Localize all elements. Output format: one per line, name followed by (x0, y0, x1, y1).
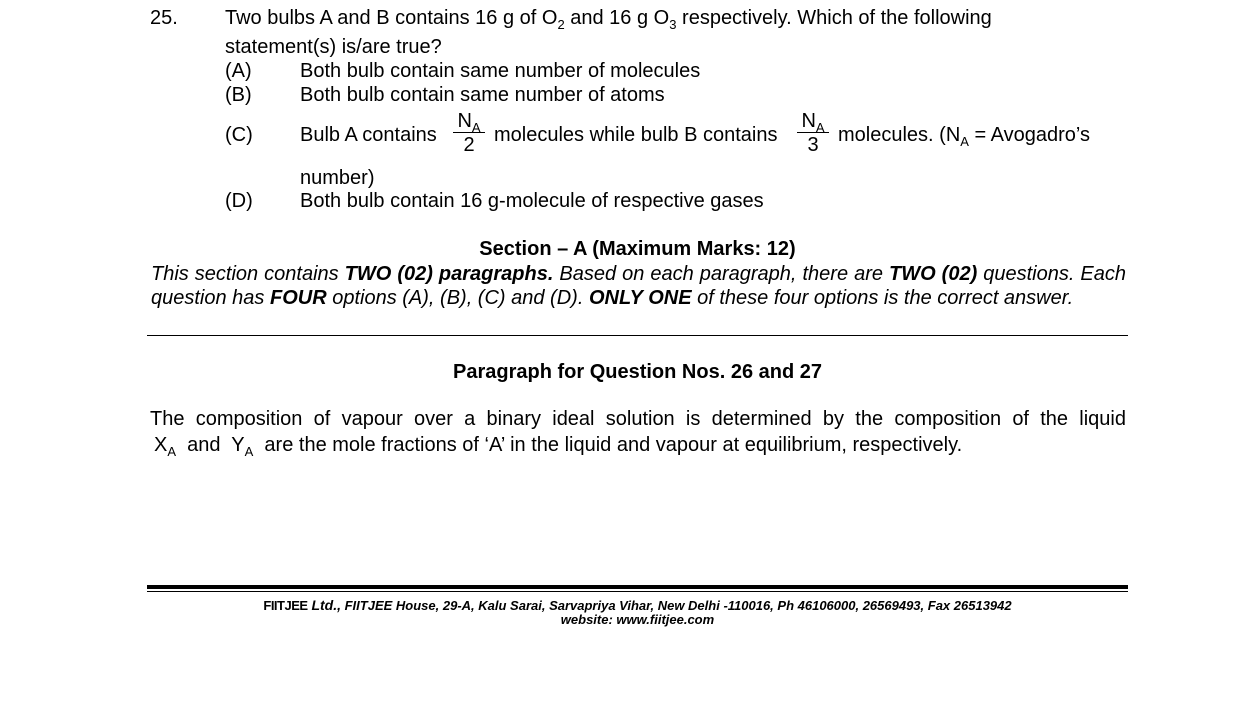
mole-fraction-x: $X_A$ (154, 434, 177, 459)
paragraph-line2 (154, 434, 962, 457)
option-c-text-line2: number) (300, 167, 375, 189)
section-divider (147, 335, 1128, 336)
avogadro-subscript: A (960, 134, 969, 149)
question-number: 25. (150, 7, 178, 29)
fraction-na-over-2 (453, 111, 485, 155)
section-title: Section – A (Maximum Marks: 12) (479, 238, 796, 260)
gas2-subscript: 3 (669, 17, 677, 32)
mole-fraction-y: $Y_A$ (231, 434, 254, 459)
footer-rule-thick (147, 585, 1128, 589)
paragraph-heading: Paragraph for Question Nos. 26 and 27 (453, 361, 822, 383)
gas1-symbol: O (541, 7, 558, 29)
avogadro-text: = Avogadro’s (974, 124, 1090, 146)
option-c-label: (C) (225, 124, 253, 146)
option-a-label: (A) (225, 60, 252, 82)
fraction-na-over-3 (797, 111, 829, 155)
gas1-formula (541, 7, 565, 32)
paragraph-line1: The composition of vapour over a binary ideal solution is determined by the composition of the liquid (150, 408, 1126, 430)
stem-text-2: respectively. Which of the following (682, 7, 992, 29)
footer-address: FIITJEE Ltd., FIITJEE House, 29-A, Kalu Sarai, Sarvapriya Vihar, New Delhi -110016, Ph 46106000, 26569493, Fax 26513942 (263, 597, 1012, 613)
paragraph-line2-text: are the mole fractions of ‘A’ in the liquid and vapour at equilibrium, respectively. (264, 434, 963, 456)
option-c-text-b: molecules while bulb B contains (494, 124, 778, 146)
option-b-text: Both bulb contain same number of atoms (300, 84, 665, 106)
fraction2-numerator: $N_A$ (801, 110, 825, 135)
gas2-symbol: O (653, 7, 670, 29)
question-stem-line1 (225, 7, 992, 30)
question-stem-line2: statement(s) is/are true? (225, 36, 442, 58)
and-word: and (187, 434, 221, 456)
option-a-text: Both bulb contain same number of molecules (300, 60, 701, 82)
option-c-text-a: Bulb A contains (300, 124, 437, 146)
stem-text-1: Two bulbs A and B contains 16 g of (225, 7, 537, 29)
fraction2-denominator: 3 (807, 134, 819, 156)
option-d-label: (D) (225, 190, 253, 212)
option-c-text-c (838, 124, 1090, 147)
section-instructions: This section contains TWO (02) paragraphs. Based on each paragraph, there are TWO (02) questions. Each question has FOUR options (A), (B), (C) and (D). ONLY ONE of these four options is the correct answer. (151, 263, 1127, 309)
option-d-text: Both bulb contain 16 g-molecule of respective gases (300, 190, 764, 212)
fraction1-denominator: 2 (463, 134, 475, 156)
footer-rule-thin (147, 591, 1128, 592)
option-b-label: (B) (225, 84, 252, 106)
gas1-subscript: 2 (557, 17, 565, 32)
avogadro-symbol: molecules. (N (838, 124, 961, 146)
footer-brand: FIITJEE (263, 598, 308, 613)
gas2-formula (653, 7, 677, 32)
fraction1-numerator: $N_A$ (457, 110, 481, 135)
footer-website: website: www.fiitjee.com (560, 612, 715, 627)
stem-and-text: and 16 g (570, 7, 649, 29)
